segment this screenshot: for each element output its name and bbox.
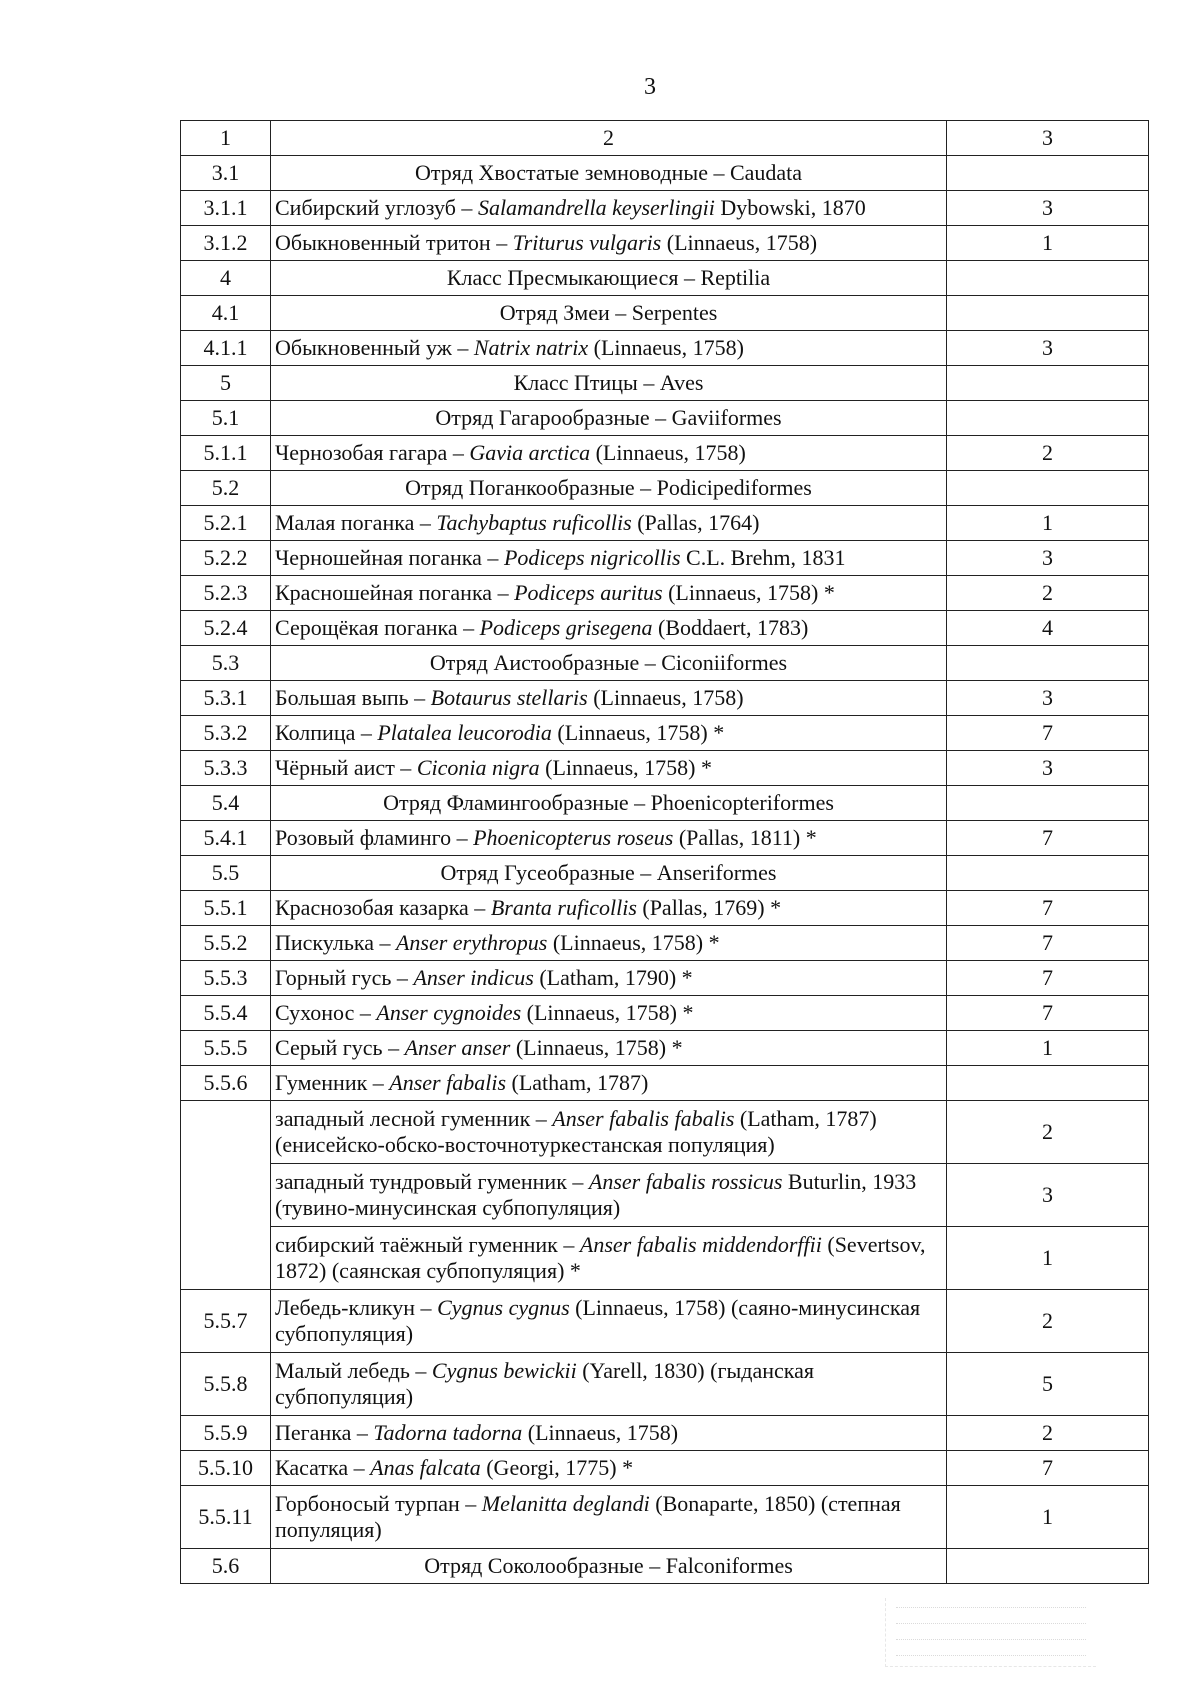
row-number: 5.5.1 (181, 891, 271, 926)
table-row (181, 1066, 1149, 1101)
taxon-group-name: Отряд Хвостатые земноводные – Caudata (271, 156, 947, 191)
taxon-group-name: Отряд Аистообразные – Ciconiiformes (271, 646, 947, 681)
rarity-category: 1 (947, 226, 1149, 261)
author-note: (Linnaeus, 1758) (саяно-минусинская субпопуляция) (275, 1295, 921, 1346)
header-col-3: 3 (947, 121, 1149, 156)
author-note: (Pallas, 1764) (631, 510, 760, 535)
common-name: Обыкновенный тритон – (275, 230, 513, 255)
author-note: (Linnaeus, 1758) (588, 335, 744, 360)
table-row (181, 576, 1149, 611)
common-name: Розовый фламинго – (275, 825, 474, 850)
table-group-row (181, 646, 1149, 681)
table-group-row (181, 471, 1149, 506)
author-note: Buturlin, 1933 (тувино-минусинская субпопуляция) (275, 1169, 917, 1220)
table-group-row (181, 296, 1149, 331)
species-name (271, 541, 947, 576)
latin-name: Anser fabalis fabalis (552, 1106, 735, 1131)
taxon-group-name: Класс Птицы – Aves (271, 366, 947, 401)
species-name (271, 1486, 947, 1549)
taxon-group-name: Отряд Гагарообразные – Gaviiformes (271, 401, 947, 436)
row-number: 5.5.2 (181, 926, 271, 961)
rarity-category: 4 (947, 611, 1149, 646)
species-name (271, 191, 947, 226)
table-row (181, 1227, 1149, 1290)
table-row (181, 436, 1149, 471)
common-name: Лебедь-кликун – (275, 1295, 438, 1320)
common-name: Красношейная поганка – (275, 580, 515, 605)
row-number: 5.2.2 (181, 541, 271, 576)
latin-name: Cygnus bewickii (431, 1358, 577, 1383)
latin-name: Platalea leucorodia (377, 720, 552, 745)
row-number (181, 1164, 271, 1227)
latin-name: Melanitta deglandi (481, 1491, 650, 1516)
author-note: (Bonaparte, 1850) (степная популяция) (275, 1491, 901, 1542)
rarity-category (947, 366, 1149, 401)
taxon-group-name: Отряд Гусеобразные – Anseriformes (271, 856, 947, 891)
rarity-category: 1 (947, 1227, 1149, 1290)
latin-name: Anser fabalis (389, 1070, 507, 1095)
table-row (181, 821, 1149, 856)
species-name (271, 1290, 947, 1353)
common-name: Горный гусь – (275, 965, 414, 990)
header-col-1: 1 (181, 121, 271, 156)
species-table (180, 120, 1149, 1584)
table-row (181, 506, 1149, 541)
common-name: Серощёкая поганка – (275, 615, 480, 640)
common-name: Касатка – (275, 1455, 371, 1480)
rarity-category: 1 (947, 1031, 1149, 1066)
rarity-category: 2 (947, 1416, 1149, 1451)
row-number: 5.4 (181, 786, 271, 821)
header-col-2: 2 (271, 121, 947, 156)
row-number: 5.2.3 (181, 576, 271, 611)
author-note: (Linnaeus, 1758) (587, 685, 744, 710)
row-number: 5.2.1 (181, 506, 271, 541)
row-number: 5.3.3 (181, 751, 271, 786)
common-name: Чернозобая гагара – (275, 440, 470, 465)
latin-name: Salamandrella keyserlingii (477, 195, 715, 220)
rarity-category (947, 786, 1149, 821)
row-number: 5.5.4 (181, 996, 271, 1031)
row-number: 3.1.1 (181, 191, 271, 226)
row-number: 4 (181, 261, 271, 296)
rarity-category: 2 (947, 576, 1149, 611)
table-row (181, 611, 1149, 646)
author-note: Dybowski, 1870 (714, 195, 866, 220)
rarity-category (947, 401, 1149, 436)
rarity-category (947, 261, 1149, 296)
common-name: Колпица – (275, 720, 378, 745)
species-name (271, 1227, 947, 1290)
row-number: 5.4.1 (181, 821, 271, 856)
row-number: 3.1 (181, 156, 271, 191)
row-number: 5.3 (181, 646, 271, 681)
table-group-row (181, 1549, 1149, 1584)
species-name (271, 926, 947, 961)
common-name: Чёрный аист – (275, 755, 417, 780)
common-name: Большая выпь – (275, 685, 431, 710)
table-row (181, 751, 1149, 786)
common-name: Обыкновенный уж – (275, 335, 474, 360)
species-name (271, 331, 947, 366)
row-number: 5.5 (181, 856, 271, 891)
table-header-row (181, 121, 1149, 156)
row-number: 5 (181, 366, 271, 401)
author-note: (Severtsov, 1872) (саянская субпопуляция) * (275, 1232, 926, 1283)
latin-name: Anser erythropus (395, 930, 548, 955)
author-note: (Georgi, 1775) * (480, 1455, 634, 1480)
row-number: 5.1 (181, 401, 271, 436)
latin-name: Botaurus stellaris (430, 685, 588, 710)
latin-name: Tachybaptus ruficollis (436, 510, 632, 535)
row-number: 5.3.1 (181, 681, 271, 716)
author-note: (Latham, 1790) * (533, 965, 693, 990)
table-row (181, 191, 1149, 226)
rarity-category: 1 (947, 1486, 1149, 1549)
common-name: Малый лебедь – (275, 1358, 432, 1383)
species-name (271, 1451, 947, 1486)
common-name: сибирский таёжный гуменник – (275, 1232, 580, 1257)
table-group-row (181, 261, 1149, 296)
species-name (271, 506, 947, 541)
taxon-group-name: Отряд Поганкообразные – Podicipediformes (271, 471, 947, 506)
latin-name: Anas falcata (370, 1455, 481, 1480)
species-name (271, 226, 947, 261)
common-name: западный лесной гуменник – (275, 1106, 553, 1131)
rarity-category: 3 (947, 191, 1149, 226)
common-name: Пискулька – (275, 930, 396, 955)
table-row (181, 926, 1149, 961)
author-note: (Yarell, 1830) (гыданская субпопуляция) (275, 1358, 815, 1409)
author-note: (Linnaeus, 1758) (590, 440, 746, 465)
row-number: 5.2.4 (181, 611, 271, 646)
latin-name: Tadorna tadorna (373, 1420, 523, 1445)
taxon-group-name: Отряд Фламингообразные – Phoenicopteriformes (271, 786, 947, 821)
rarity-category (947, 1549, 1149, 1584)
species-name (271, 576, 947, 611)
latin-name: Anser fabalis middendorffii (579, 1232, 822, 1257)
faded-stamp (885, 1598, 1096, 1667)
latin-name: Cygnus cygnus (437, 1295, 570, 1320)
latin-name: Ciconia nigra (416, 755, 540, 780)
species-name (271, 1353, 947, 1416)
table-row (181, 891, 1149, 926)
table-row (181, 1164, 1149, 1227)
common-name: Серый гусь – (275, 1035, 405, 1060)
rarity-category: 2 (947, 1101, 1149, 1164)
latin-name: Anser indicus (413, 965, 534, 990)
table-group-row (181, 786, 1149, 821)
rarity-category (947, 296, 1149, 331)
row-number (181, 1227, 271, 1290)
rarity-category: 3 (947, 681, 1149, 716)
latin-name: Triturus vulgaris (512, 230, 662, 255)
author-note: (Linnaeus, 1758) (522, 1420, 679, 1445)
rarity-category: 7 (947, 891, 1149, 926)
row-number: 3.1.2 (181, 226, 271, 261)
table-row (181, 961, 1149, 996)
common-name: Малая поганка – (275, 510, 437, 535)
author-note: (Linnaeus, 1758) (661, 230, 818, 255)
table-group-row (181, 156, 1149, 191)
rarity-category: 2 (947, 1290, 1149, 1353)
taxon-group-name: Отряд Змеи – Serpentes (271, 296, 947, 331)
taxon-group-name: Класс Пресмыкающиеся – Reptilia (271, 261, 947, 296)
rarity-category: 5 (947, 1353, 1149, 1416)
author-note: (Latham, 1787) (енисейско-обско-восточнотуркестанская популяция) (275, 1106, 877, 1157)
taxon-group-name: Отряд Соколообразные – Falconiformes (271, 1549, 947, 1584)
row-number: 5.5.10 (181, 1451, 271, 1486)
table-row (181, 996, 1149, 1031)
row-number: 5.2 (181, 471, 271, 506)
table-row (181, 1290, 1149, 1353)
table-row (181, 681, 1149, 716)
row-number: 5.5.9 (181, 1416, 271, 1451)
rarity-category: 7 (947, 996, 1149, 1031)
latin-name: Branta ruficollis (490, 895, 637, 920)
row-number: 5.3.2 (181, 716, 271, 751)
latin-name: Natrix natrix (473, 335, 589, 360)
common-name: Сухонос – (275, 1000, 377, 1025)
table-group-row (181, 366, 1149, 401)
rarity-category: 7 (947, 716, 1149, 751)
author-note: (Linnaeus, 1758) * (547, 930, 720, 955)
rarity-category (947, 156, 1149, 191)
row-number: 5.5.7 (181, 1290, 271, 1353)
author-note: (Linnaeus, 1758) * (662, 580, 835, 605)
latin-name: Anser anser (404, 1035, 511, 1060)
rarity-category (947, 1066, 1149, 1101)
species-name (271, 1164, 947, 1227)
latin-name: Podiceps auritus (514, 580, 663, 605)
species-name (271, 1031, 947, 1066)
author-note: (Pallas, 1811) * (673, 825, 817, 850)
rarity-category: 7 (947, 821, 1149, 856)
table-row (181, 716, 1149, 751)
table-row (181, 1486, 1149, 1549)
author-note: (Latham, 1787) (506, 1070, 649, 1095)
rarity-category (947, 646, 1149, 681)
row-number: 5.5.5 (181, 1031, 271, 1066)
latin-name: Gavia arctica (469, 440, 591, 465)
species-name (271, 681, 947, 716)
rarity-category: 3 (947, 1164, 1149, 1227)
row-number: 5.1.1 (181, 436, 271, 471)
latin-name: Podiceps grisegena (479, 615, 653, 640)
table-row (181, 541, 1149, 576)
common-name: Сибирский углозуб – (275, 195, 478, 220)
table-row (181, 331, 1149, 366)
table-row (181, 1451, 1149, 1486)
table-row (181, 1353, 1149, 1416)
row-number: 5.5.11 (181, 1486, 271, 1549)
row-number: 5.5.3 (181, 961, 271, 996)
author-note: (Linnaeus, 1758) * (510, 1035, 683, 1060)
species-name (271, 1066, 947, 1101)
row-number: 5.6 (181, 1549, 271, 1584)
species-name (271, 821, 947, 856)
species-name (271, 996, 947, 1031)
rarity-category: 7 (947, 1451, 1149, 1486)
row-number: 5.5.8 (181, 1353, 271, 1416)
row-number: 4.1.1 (181, 331, 271, 366)
species-name (271, 961, 947, 996)
common-name: Горбоносый турпан – (275, 1491, 482, 1516)
author-note: (Linnaeus, 1758) * (521, 1000, 694, 1025)
rarity-category: 2 (947, 436, 1149, 471)
latin-name: Phoenicopterus roseus (473, 825, 674, 850)
row-number: 4.1 (181, 296, 271, 331)
table-group-row (181, 401, 1149, 436)
species-name (271, 611, 947, 646)
rarity-category (947, 856, 1149, 891)
table-row (181, 226, 1149, 261)
species-name (271, 1416, 947, 1451)
latin-name: Anser cygnoides (376, 1000, 522, 1025)
page-number: 3 (644, 74, 656, 100)
author-note: C.L. Brehm, 1831 (680, 545, 846, 570)
species-name (271, 436, 947, 471)
table-row (181, 1101, 1149, 1164)
species-name (271, 891, 947, 926)
table-body (181, 156, 1149, 1584)
table-row (181, 1416, 1149, 1451)
common-name: Гуменник – (275, 1070, 390, 1095)
rarity-category: 7 (947, 926, 1149, 961)
common-name: Краснозобая казарка – (275, 895, 491, 920)
rarity-category: 1 (947, 506, 1149, 541)
row-number: 5.5.6 (181, 1066, 271, 1101)
species-name (271, 1101, 947, 1164)
rarity-category (947, 471, 1149, 506)
common-name: западный тундровый гуменник – (275, 1169, 589, 1194)
common-name: Черношейная поганка – (275, 545, 504, 570)
species-name (271, 716, 947, 751)
rarity-category: 3 (947, 541, 1149, 576)
latin-name: Anser fabalis rossicus (588, 1169, 783, 1194)
author-note: (Pallas, 1769) * (636, 895, 782, 920)
latin-name: Podiceps nigricollis (503, 545, 681, 570)
author-note: (Linnaeus, 1758) * (539, 755, 712, 780)
row-number (181, 1101, 271, 1164)
table-group-row (181, 856, 1149, 891)
rarity-category: 3 (947, 751, 1149, 786)
rarity-category: 3 (947, 331, 1149, 366)
author-note: (Linnaeus, 1758) * (551, 720, 725, 745)
table-row (181, 1031, 1149, 1066)
author-note: (Boddaert, 1783) (652, 615, 809, 640)
common-name: Пеганка – (275, 1420, 374, 1445)
rarity-category: 7 (947, 961, 1149, 996)
species-name (271, 751, 947, 786)
